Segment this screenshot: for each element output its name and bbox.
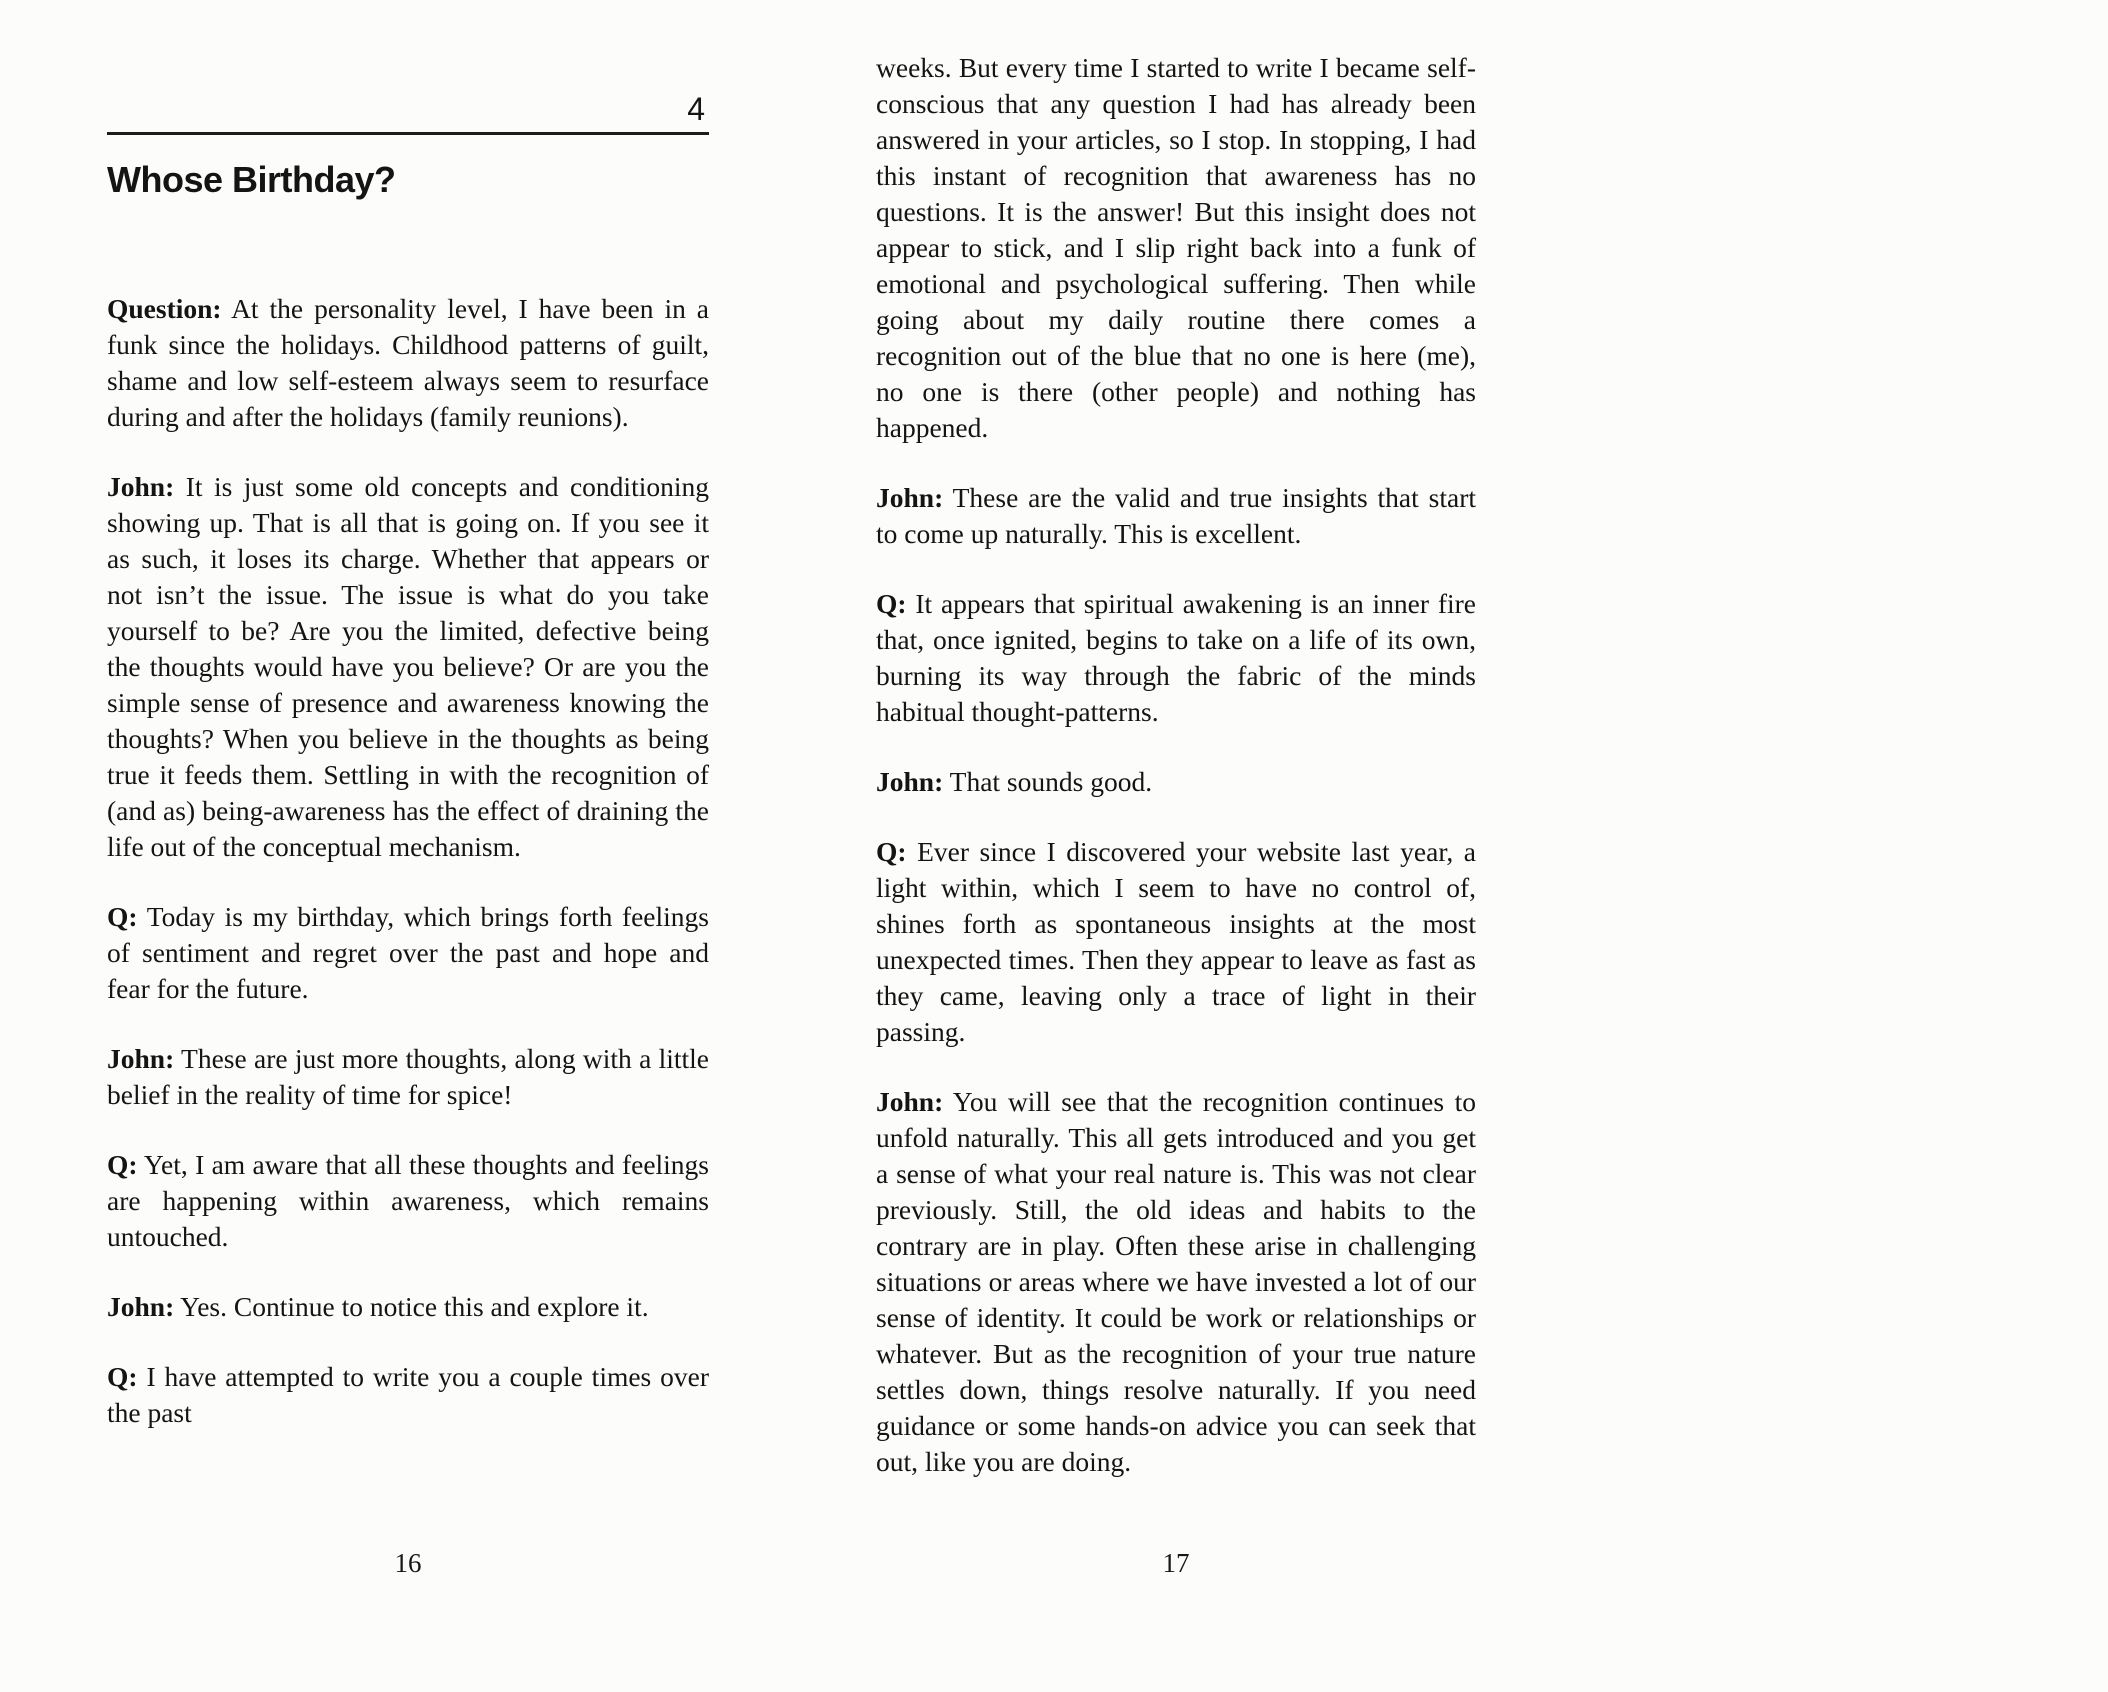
paragraph: weeks. But every time I started to write I became self-conscious that any question I had has already been answered in your articles, so I stop. In stopping, I had this instant of recognition that awareness has no questions. It is the answer! But this insight does not appear to stick, and I slip right back into a funk of emotional and psychological suffering. Then while going about my daily routine there comes a recognition out of the blue that no one is here (me), no one is there (other people) and nothing has happened. xyxy=(876,52,1476,443)
paragraph: Q: Yet, I am aware that all these thoughts and feelings are happening within awareness, which remains untouched. xyxy=(107,1149,710,1252)
paragraph: John: That sounds good. xyxy=(876,766,1153,797)
right-page-body xyxy=(876,50,1476,1480)
paragraph: Q: Ever since I discovered your website last year, a light within, which I seem to have no control of, shines forth as spontaneous insights at the most unexpected times. Then they appear to leave as fast as they came, leaving only a trace of light in their passing. xyxy=(876,836,1477,1047)
speaker-label: Question: xyxy=(107,293,222,324)
paragraph: Q: I have attempted to write you a couple times over the past xyxy=(107,1361,710,1428)
page-left xyxy=(107,0,709,1692)
speaker-label: John: xyxy=(107,1291,175,1322)
chapter-divider xyxy=(107,132,709,135)
speaker-label: Q: xyxy=(107,1149,138,1180)
chapter-number: 4 xyxy=(687,91,705,127)
speaker-label: John: xyxy=(107,471,175,502)
chapter-header xyxy=(107,0,709,201)
speaker-label: John: xyxy=(876,482,944,513)
paragraph: Q: It appears that spiritual awakening is an inner fire that, once ignited, begins to take on a life of its own, burning its way through the fabric of the minds habitual thought-patterns. xyxy=(876,588,1476,727)
paragraph: John: You will see that the recognition continues to unfold naturally. This all gets introduced and you get a sense of what your real nature is. This was not clear previously. Still, the old ideas and habits to the contrary are in play. Often these arise in challenging situations or areas where we have invested a lot of our sense of identity. It could be work or relationships or whatever. But as the recognition of your true nature settles down, things resolve naturally. If you need guidance or some hands-on advice you can seek that out, like you are doing. xyxy=(876,1086,1476,1477)
paragraph: Question: At the personality level, I have been in a funk since the holidays. Childhood patterns of guilt, shame and low self-esteem always seem to resurface during and after the holidays (family reunions). xyxy=(107,293,710,432)
page-number-left: 16 xyxy=(394,1548,422,1578)
paragraph: John: Yes. Continue to notice this and explore it. xyxy=(107,1291,649,1322)
speaker-label: John: xyxy=(876,1086,944,1117)
speaker-label: Q: xyxy=(876,836,907,867)
paragraph: John: These are the valid and true insights that start to come up naturally. This is excellent. xyxy=(876,482,1476,549)
page-right xyxy=(876,0,1476,1692)
paragraph: John: It is just some old concepts and conditioning showing up. That is all that is going on. If you see it as such, it loses its charge. Whether that appears or not isn’t the issue. The issue is what do you take yourself to be? Are you the limited, defective being the thoughts would have you believe? Or are you the simple sense of presence and awareness knowing the thoughts? When you believe in the thoughts as being true it feeds them. Settling in with the recognition of (and as) being-awareness has the effect of draining the life out of the conceptual mechanism. xyxy=(107,471,709,862)
speaker-label: Q: xyxy=(876,588,907,619)
paragraph: John: These are just more thoughts, along with a little belief in the reality of time for spice! xyxy=(107,1043,709,1110)
page-number-right: 17 xyxy=(1162,1548,1190,1578)
speaker-label: John: xyxy=(876,766,944,797)
left-page-body xyxy=(107,291,709,1431)
speaker-label: Q: xyxy=(107,901,138,932)
chapter-title: Whose Birthday? xyxy=(107,159,396,200)
paragraph: Q: Today is my birthday, which brings forth feelings of sentiment and regret over the past and hope and fear for the future. xyxy=(107,901,709,1004)
speaker-label: Q: xyxy=(107,1361,138,1392)
speaker-label: John: xyxy=(107,1043,175,1074)
